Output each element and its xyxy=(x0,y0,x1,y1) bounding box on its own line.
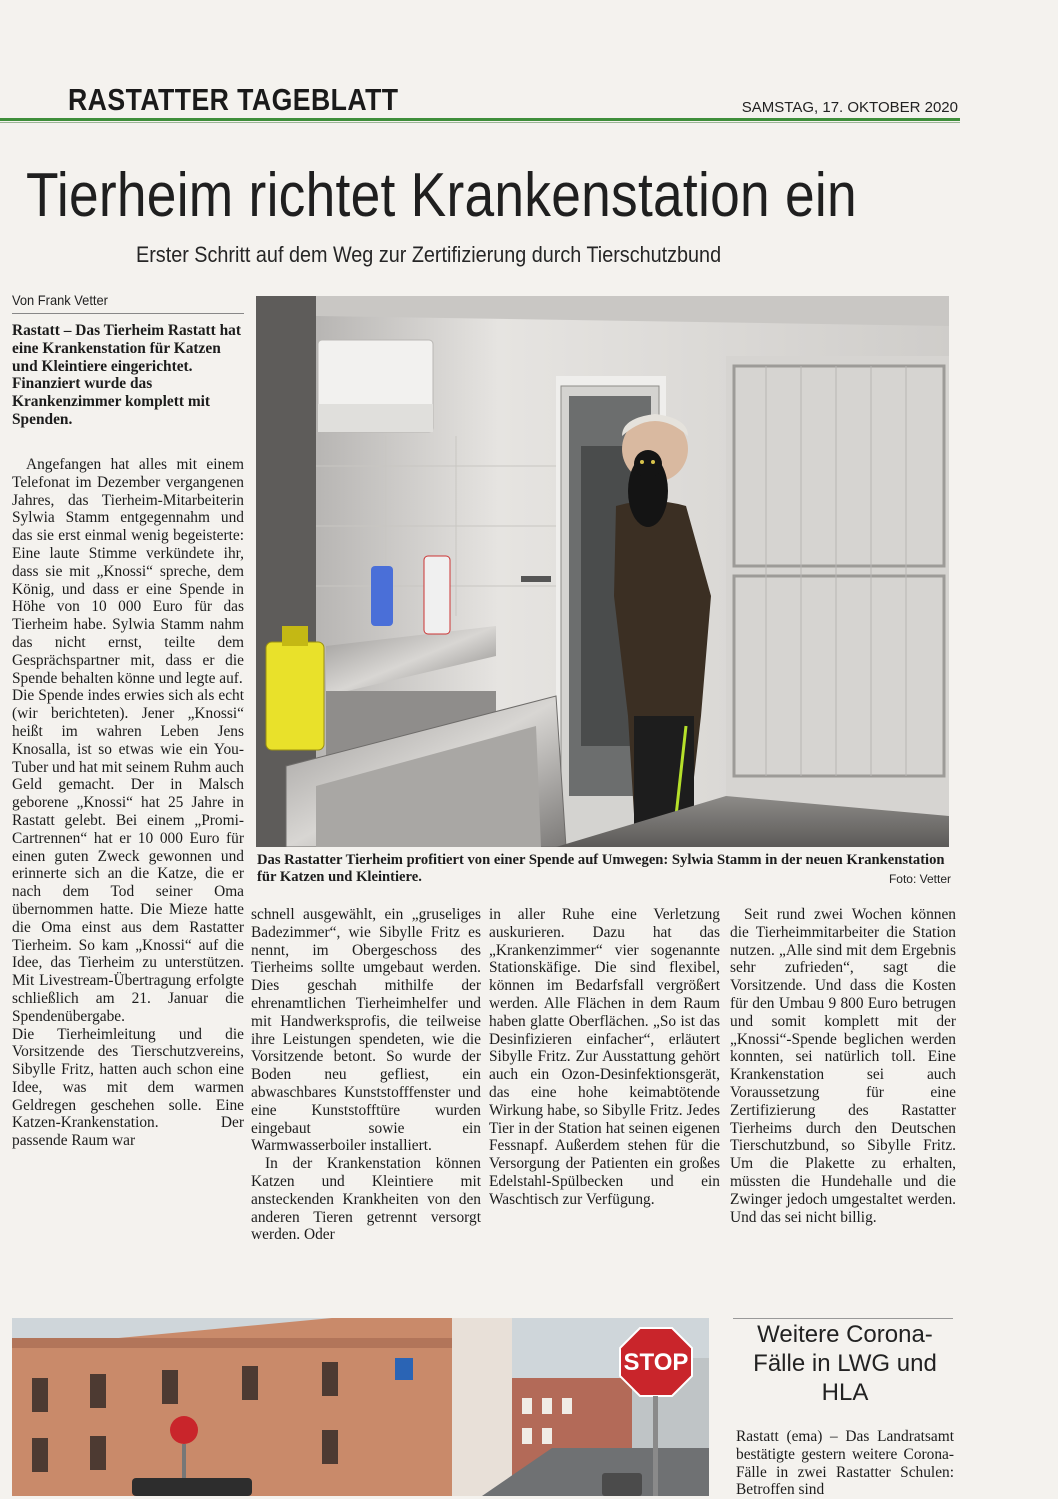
article-column-1 xyxy=(12,456,244,1150)
paragraph: In der Krankenstation können Katzen und Kleintiere mit ansteckenden Krankheiten von den anderen Tieren getrennt versorgt werden. Oder xyxy=(251,1155,481,1244)
lead-paragraph: Rastatt – Das Tierheim Rastatt hat eine Krankenstation für Katzen und Kleintiere eingerichtet. Finanziert wurde das Krankenzimmer komplett mit Spenden. xyxy=(12,322,241,428)
subheadline: Erster Schritt auf dem Weg zur Zertifizierung durch Tierschutzbund xyxy=(136,242,722,267)
issue-date: SAMSTAG, 17. OKTOBER 2020 xyxy=(741,99,958,116)
photo-caption: Das Rastatter Tierheim profitiert von einer Spende auf Umwegen: Sylwia Stamm in der neuen Krankenstation für Katzen und Kleintiere. xyxy=(257,852,945,885)
article-column-2 xyxy=(251,906,481,1244)
paragraph: Angefangen hat alles mit einem Telefonat im Dezember vergangenen Jahres, das Tierheim-Mitarbeiterin Sylwia Stamm entgegennahm und das sie erst einmal wenig begeisterte: Eine laute Stimme verkündete ihr, dass sie mit „Knossi“ spreche, dem König, und dass er eine Spende in Höhe von 10 000 Euro für das Tierheim habe. Sylwia Stamm nahm das nicht ernst, teilte dem Gesprächspartner mit, dass er die Spende behalten könne und legte auf. xyxy=(12,456,244,687)
masthead-rule-thin xyxy=(0,122,960,123)
paragraph: schnell ausgewählt, ein „gruseliges Badezimmer“, wie Sibylle Fritz es nennt, im Obergeschoss des Tierheims sollte umgebaut werden. Dies geschah mithilfe der ehrenamtlichen Tierheimhelfer und mit Handwerksprofis, die teilweise ihre Leistungen spendeten, wie die Vorsitzende betont. So wurde der Boden neu gefliest, ein abwaschbares Kunststofffenster und eine Kunststofftüre wurden eingebaut sowie ein Warmwasserboiler installiert. xyxy=(251,906,481,1155)
byline: Von Frank Vetter xyxy=(12,292,108,308)
sidebar-rule xyxy=(733,1318,953,1319)
paragraph: Seit rund zwei Wochen können die Tierheimmitarbeiter die Station nutzen. „Alle sind mit dem Ergebnis sehr zufrieden“, sagt die Vorsitzende. Und dass die Kosten für den Umbau 9 800 Euro betrugen und somit komplett mit der „Knossi“-Spende beglichen werden konnten, sei natürlich toll. Eine Krankenstation sei auch Voraussetzung für eine Zertifizierung des Rastatter Tierheims durch den Deutschen Tierschutzbund, so Sibylle Fritz. Um die Plakette zu erhalten, müssten die Hundehalle und die Zwinger jedoch umgestaltet werden. Und das sei nicht billig. xyxy=(730,906,956,1226)
article-column-4 xyxy=(730,906,956,1226)
paragraph: in aller Ruhe eine Verletzung auskurieren. Dazu hat das „Krankenzimmer“ vier sogenannte Stationskäfige. Die sind flexibel, können im Bedarfsfall vergrößert werden. Alle Flächen in dem Raum haben glatte Oberflächen. „So ist das Desinfizieren einfacher“, erläutert Sibylle Fritz. Zur Ausstattung gehört auch ein Ozon-Desinfektionsgerät, das eine hohe keimabtötende Wirkung habe, so Sibylle Fritz. Jedes Tier in der Station hat seinen eigenen Fessnapf. Außerdem stehen für die Versorgung der Patienten ein großes Edelstahl-Spülbecken und ein Waschtisch zur Verfügung. xyxy=(489,906,720,1208)
article-column-3 xyxy=(489,906,720,1209)
masthead-title: RASTATTER TAGEBLATT xyxy=(68,82,399,117)
headline: Tierheim richtet Krankenstation ein xyxy=(26,161,857,230)
byline-rule xyxy=(12,313,244,314)
sidebar-headline: Weitere Corona-Fälle in LWG und HLA xyxy=(753,1321,937,1406)
masthead-rule xyxy=(0,118,960,121)
street-photo xyxy=(12,1318,709,1496)
sidebar-text: Rastatt (ema) – Das Landratsamt bestätigte gestern weitere Corona-Fälle in zwei Rastatter Schulen: Betroffen sind xyxy=(736,1428,954,1499)
paragraph: Die Tierheimleitung und die Vorsitzende des Tierschutzvereins, Sibylle Fritz, hatten auch schon eine Idee, was mit dem warmen Geldregen geschehen solle. Eine Katzen-Krankenstation. Der passende Raum war xyxy=(12,1025,244,1150)
paragraph: Die Spende indes erwies sich als echt (wir berichteten). Jener „Knossi“ heißt im wahren Leben Jens Knosalla, ist so etwas wie ein You-Tuber und hat mit seinem Ruhm auch Geld gemacht. Der in Malsch geborene „Knossi“ hat 25 Jahre in Rastatt gelebt. Bei einem „Promi-Cartrennen“ hat er 10 000 Euro für einen guten Zweck gewonnen und erinnerte sich an die Katze, die er nach dem Tod seiner Oma übernommen hatte. Die Mieze hatte die Oma einst aus dem Rastatter Tierheim. So kam „Knossi“ auf die Idee, das Tierheim zu unterstützen. Mit Livestream-Übertragung erfolgte schließlich am 21. Januar die Spendenübergabe. xyxy=(12,687,244,1025)
photo-credit: Foto: Vetter xyxy=(888,872,951,886)
stop-sign-text: STOP xyxy=(623,1349,689,1376)
article-photo xyxy=(256,296,949,847)
